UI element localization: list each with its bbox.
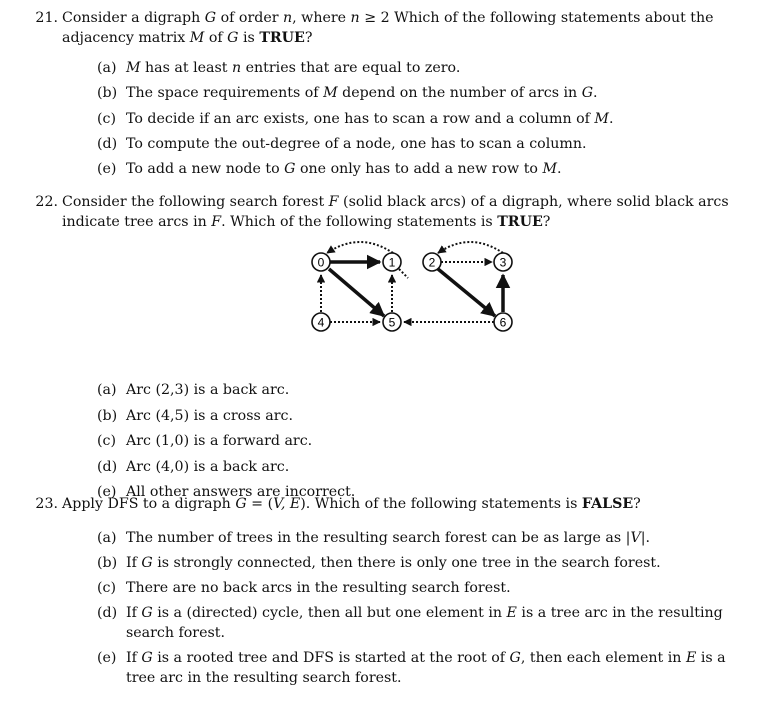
arc-3-2 [438, 242, 503, 253]
option-text: If G is a rooted tree and DFS is started at the root of G, then each element in E is a tree arc in the resulting search forest. [126, 650, 726, 686]
option-text: Arc (1,0) is a forward arc. [126, 433, 313, 449]
option-text: To compute the out-degree of a node, one has to scan a column. [126, 136, 587, 152]
node-1 [383, 253, 401, 271]
question-stem: Apply DFS to a digraph G = (V, E). Which of the following statements is FALSE? [62, 496, 641, 512]
tree-arc-2-6 [438, 269, 495, 316]
question-number: 23. [35, 496, 58, 512]
question-stem: Consider a digraph G of order n, where n ≥ 2 Which of the following statements about the adjacency matrix M of G is TRUE? [62, 10, 714, 46]
node-label: 1 [388, 255, 396, 270]
option-text: The number of trees in the resulting search forest can be as large as |V|. [126, 530, 651, 546]
question-number: 22. [35, 194, 58, 210]
node-3 [494, 253, 512, 271]
option-label: (e) [97, 484, 117, 500]
node-0 [312, 253, 330, 271]
option-label: (d) [97, 459, 118, 475]
option-text: Arc (4,5) is a cross arc. [126, 408, 293, 424]
question-stem: Consider the following search forest F (solid black arcs) of a digraph, where solid black arcs indicate tree arcs in F. Which of the following statements is TRUE? [62, 194, 729, 230]
option-text: Arc (2,3) is a back arc. [126, 382, 290, 398]
option-label: (e) [97, 161, 117, 177]
question-number: 21. [35, 10, 58, 26]
option-label: (a) [97, 530, 117, 546]
option-text: If G is a (directed) cycle, then all but one element in E is a tree arc in the resulting search forest. [126, 605, 723, 641]
node-label: 6 [499, 315, 507, 330]
option-label: (d) [97, 136, 118, 152]
node-5 [383, 313, 401, 331]
node-6 [494, 313, 512, 331]
option-text: To decide if an arc exists, one has to scan a row and a column of M. [126, 111, 614, 127]
option-text: There are no back arcs in the resulting search forest. [126, 580, 511, 596]
option-label: (d) [97, 605, 118, 621]
option-label: (b) [97, 555, 118, 571]
option-text: The space requirements of M depend on the number of arcs in G. [126, 85, 598, 101]
question-21 [35, 8, 740, 48]
node-4 [312, 313, 330, 331]
option-text: To add a new node to G one only has to add a new row to M. [126, 161, 562, 177]
node-label: 0 [317, 255, 325, 270]
option-label: (c) [97, 580, 117, 596]
arc-1-0 [327, 242, 393, 253]
node-label: 5 [388, 315, 396, 330]
node-label: 2 [428, 255, 436, 270]
option-label: (a) [97, 382, 117, 398]
search-forest-diagram [300, 236, 530, 340]
option-text: M has at least n entries that are equal to zero. [126, 60, 461, 76]
option-label: (c) [97, 111, 117, 127]
option-label: (c) [97, 433, 117, 449]
node-label: 4 [317, 315, 325, 330]
option-label: (e) [97, 650, 117, 666]
option-label: (b) [97, 85, 118, 101]
node-label: 3 [499, 255, 507, 270]
question-23 [35, 494, 740, 514]
option-label: (b) [97, 408, 118, 424]
tree-arc-0-5 [329, 269, 384, 316]
option-label: (a) [97, 60, 117, 76]
arc-1-6 [399, 269, 408, 278]
node-2 [423, 253, 441, 271]
question-22 [35, 192, 740, 232]
option-text: All other answers are incorrect. [126, 484, 356, 500]
option-text: Arc (4,0) is a back arc. [126, 459, 290, 475]
option-text: If G is strongly connected, then there is only one tree in the search forest. [126, 555, 661, 571]
